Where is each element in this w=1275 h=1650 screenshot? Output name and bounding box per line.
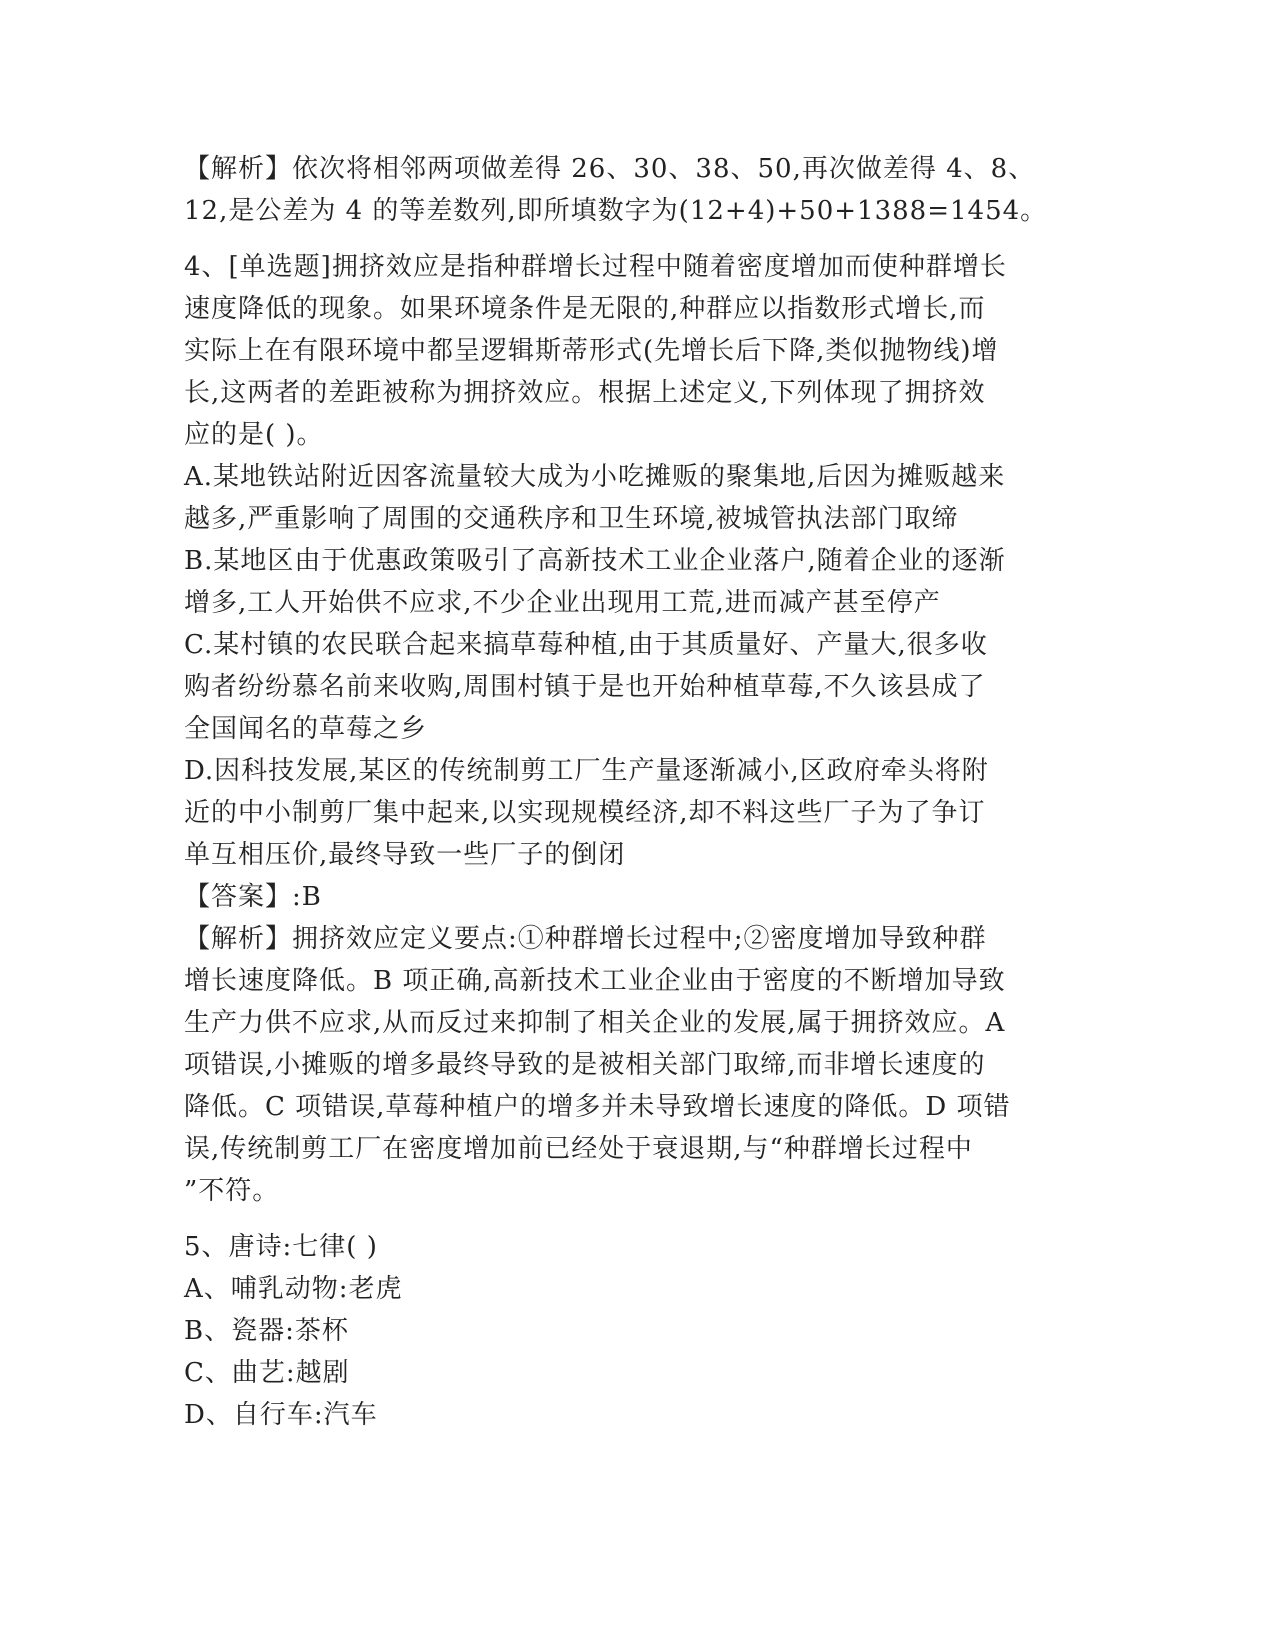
q4-stem-line: 应的是( )。 bbox=[184, 420, 324, 450]
q4-option-a-line: A.某地铁站附近因客流量较大成为小吃摊贩的聚集地,后因为摊贩越来 bbox=[184, 462, 1006, 492]
q3-analysis-line: 12,是公差为 4 的等差数列,即所填数字为(12+4)+50+1388=1454。 bbox=[184, 196, 1048, 226]
q3-analysis bbox=[184, 148, 1048, 232]
q4-stem-line: 速度降低的现象。如果环境条件是无限的,种群应以指数形式增长,而 bbox=[184, 294, 986, 324]
q5-option-b: B、瓷器:茶杯 bbox=[184, 1316, 349, 1346]
q4-option-b-line: B.某地区由于优惠政策吸引了高新技术工业企业落户,随着企业的逐渐 bbox=[184, 546, 1006, 576]
q4-option-d bbox=[184, 750, 1045, 876]
q4-stem bbox=[184, 246, 1045, 456]
q5-option-d: D、自行车:汽车 bbox=[184, 1400, 378, 1430]
q4-analysis-line: 降低。C 项错误,草莓种植户的增多并未导致增长速度的降低。D 项错 bbox=[184, 1092, 1011, 1122]
q4-stem-line: 4、[单选题]拥挤效应是指种群增长过程中随着密度增加而使种群增长 bbox=[184, 252, 1007, 282]
q4-analysis-line: ”不符。 bbox=[184, 1176, 280, 1206]
q4-answer-text: 【答案】:B bbox=[184, 882, 322, 912]
q4-option-d-line: 近的中小制剪厂集中起来,以实现规模经济,却不料这些厂子为了争订 bbox=[184, 798, 986, 828]
q4-stem-line: 长,这两者的差距被称为拥挤效应。根据上述定义,下列体现了拥挤效 bbox=[184, 378, 986, 408]
q4-analysis-line: 误,传统制剪工厂在密度增加前已经处于衰退期,与“种群增长过程中 bbox=[184, 1134, 973, 1164]
q4-answer bbox=[184, 876, 1045, 918]
q4-analysis-line: 生产力供不应求,从而反过来抑制了相关企业的发展,属于拥挤效应。A bbox=[184, 1008, 1006, 1038]
q4-option-a-line: 越多,严重影响了周围的交通秩序和卫生环境,被城管执法部门取缔 bbox=[184, 504, 959, 534]
q5-stem: 5、唐诗:七律( ) bbox=[184, 1232, 378, 1262]
q5-option-a: A、哺乳动物:老虎 bbox=[184, 1274, 403, 1304]
q4-option-c-line: 全国闻名的草莓之乡 bbox=[184, 714, 428, 744]
q4-analysis bbox=[184, 918, 1045, 1212]
q4-option-c bbox=[184, 624, 1045, 750]
q4-option-b bbox=[184, 540, 1045, 624]
q4-analysis-line: 【解析】拥挤效应定义要点:①种群增长过程中;②密度增加导致种群 bbox=[184, 924, 987, 954]
q4-option-d-line: D.因科技发展,某区的传统制剪工厂生产量逐渐减小,区政府牵头将附 bbox=[184, 756, 989, 786]
q4-stem-line: 实际上在有限环境中都呈逻辑斯蒂形式(先增长后下降,类似抛物线)增 bbox=[184, 336, 999, 366]
q4-option-c-line: 购者纷纷慕名前来收购,周围村镇于是也开始种植草莓,不久该县成了 bbox=[184, 672, 986, 702]
q5 bbox=[184, 1226, 1045, 1436]
q4-option-b-line: 增多,工人开始供不应求,不少企业出现用工荒,进而减产甚至停产 bbox=[184, 588, 941, 618]
q4-analysis-line: 项错误,小摊贩的增多最终导致的是被相关部门取缔,而非增长速度的 bbox=[184, 1050, 986, 1080]
q4-option-a bbox=[184, 456, 1045, 540]
q4-option-d-line: 单互相压价,最终导致一些厂子的倒闭 bbox=[184, 840, 626, 870]
q4-analysis-line: 增长速度降低。B 项正确,高新技术工业企业由于密度的不断增加导致 bbox=[184, 966, 1006, 996]
q5-option-c: C、曲艺:越剧 bbox=[184, 1358, 350, 1388]
q4-option-c-line: C.某村镇的农民联合起来搞草莓种植,由于其质量好、产量大,很多收 bbox=[184, 630, 988, 660]
q3-analysis-line: 【解析】依次将相邻两项做差得 26、30、38、50,再次做差得 4、8、 bbox=[184, 154, 1036, 184]
